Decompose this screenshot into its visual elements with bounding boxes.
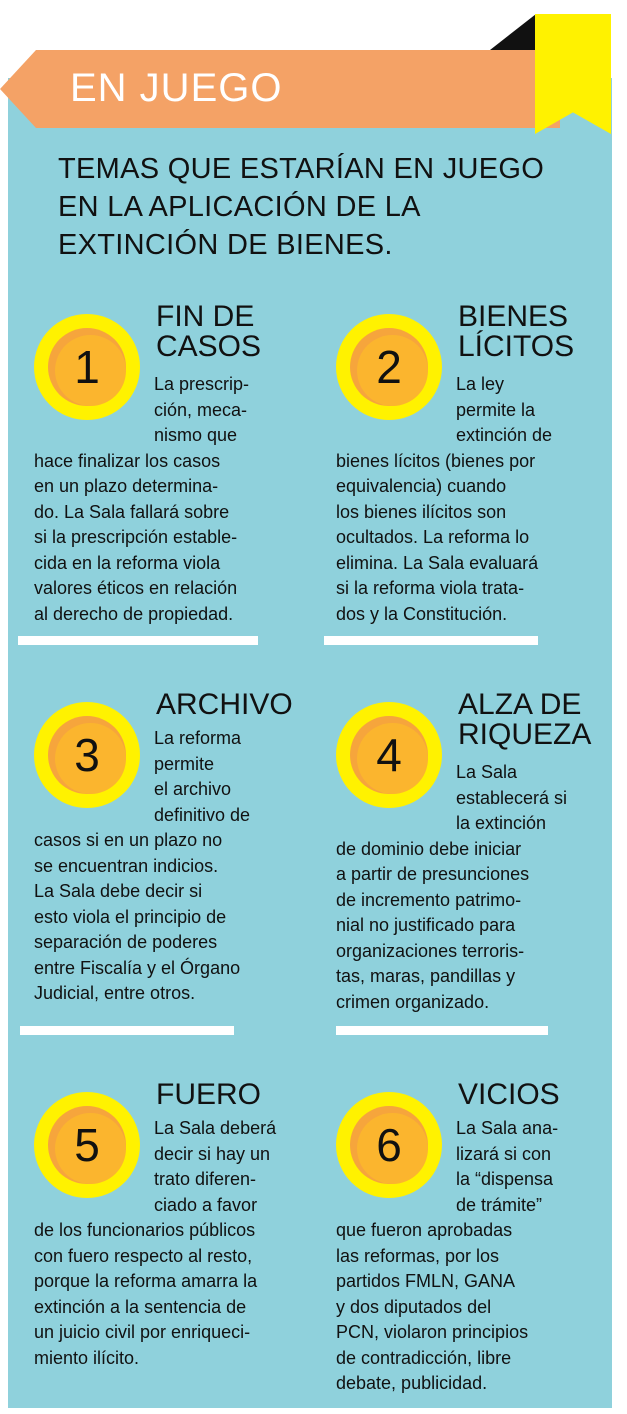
description-line: La Sala debe decir si (34, 881, 203, 901)
topic-description (336, 1116, 611, 1397)
topic-title (156, 302, 316, 362)
description-line: ción, meca- (154, 399, 248, 420)
description-line: permite la (456, 399, 536, 420)
description-line: de dominio debe iniciar (336, 838, 522, 859)
description-line: definitivo de (154, 804, 251, 825)
description-line: nismo que (154, 425, 238, 445)
topic-title (156, 1080, 316, 1110)
description-line: ciado a favor (154, 1194, 258, 1215)
description-line: La Sala (456, 762, 518, 782)
description-line: un juicio civil por enriqueci- (34, 1322, 251, 1342)
description-line: PCN, violaron principios (336, 1322, 529, 1342)
topic-title-line: CASOS (156, 330, 262, 363)
description-line: La reforma (154, 728, 242, 748)
banner-fold (490, 14, 536, 50)
description-line: si la reforma viola trata- (336, 578, 525, 598)
description-line: La ley (456, 374, 505, 394)
description-line: elimina. La Sala evaluará (336, 552, 539, 573)
description-line: La Sala ana- (456, 1118, 559, 1138)
description-line: tas, maras, pandillas y (336, 966, 516, 986)
description-line: y dos diputados del (336, 1296, 492, 1317)
description-line: si la prescripción estable- (34, 527, 238, 547)
description-line: crimen organizado. (336, 991, 490, 1012)
topic-title-line: VICIOS (458, 1078, 560, 1111)
description-line: do. La Sala fallará sobre (34, 501, 230, 522)
badge-number: 2 (376, 341, 402, 393)
description-line: que fueron aprobadas (336, 1220, 513, 1240)
topic-title (458, 302, 618, 362)
description-line: ocultados. La reforma lo (336, 527, 530, 547)
description-line: trato diferen- (154, 1169, 257, 1189)
badge-number: 4 (376, 729, 402, 781)
description-line: organizaciones terroris- (336, 940, 525, 961)
description-line: al derecho de propiedad. (34, 603, 234, 624)
topic-title-line: ALZA DE (458, 688, 582, 721)
description-line: bienes lícitos (bienes por (336, 450, 536, 471)
topic-description (34, 726, 309, 1007)
description-line: con fuero respecto al resto, (34, 1245, 253, 1266)
description-line: permite (154, 753, 215, 774)
topic-title (458, 1080, 618, 1110)
description-line: cida en la reforma viola (34, 552, 221, 573)
topic-title (156, 690, 316, 720)
divider (336, 1026, 548, 1035)
description-line: a partir de presunciones (336, 864, 530, 884)
description-line: la extinción (456, 813, 547, 833)
description-line: La Sala deberá (154, 1118, 277, 1138)
badge-number: 6 (376, 1119, 402, 1171)
topic-title-line: ARCHIVO (156, 688, 293, 721)
divider (20, 1026, 234, 1035)
topic-title-line: RIQUEZA (458, 718, 592, 751)
description-line: extinción de (456, 425, 553, 445)
topic-description (336, 760, 611, 1015)
description-line: esto viola el principio de (34, 906, 227, 927)
topic-title-line: LÍCITOS (458, 330, 575, 363)
description-line: la “dispensa (456, 1169, 554, 1189)
divider (18, 636, 258, 645)
topic-title-line: FIN DE (156, 300, 255, 333)
description-line: de incremento patrimo- (336, 889, 522, 910)
intro-heading: TEMAS QUE ESTARÍAN EN JUEGO EN LA APLICACIÓN DE LA EXTINCIÓN DE BIENES. (58, 153, 545, 261)
badge-number: 3 (74, 729, 100, 781)
description-line: casos si en un plazo no (34, 830, 223, 850)
description-line: debate, publicidad. (336, 1373, 488, 1393)
divider (324, 636, 538, 645)
description-line: los bienes ilícitos son (336, 501, 507, 522)
description-line: de trámite” (456, 1194, 543, 1215)
description-line: se encuentran indicios. (34, 855, 219, 876)
description-line: miento ilícito. (34, 1347, 140, 1368)
topic-title-line: BIENES (458, 300, 569, 333)
description-line: separación de poderes (34, 932, 218, 952)
description-line: nial no justificado para (336, 915, 516, 935)
description-line: Judicial, entre otros. (34, 983, 196, 1003)
description-line: decir si hay un (154, 1143, 271, 1164)
description-line: extinción a la sentencia de (34, 1296, 247, 1317)
description-line: porque la reforma amarra la (34, 1271, 258, 1291)
description-line: las reformas, por los (336, 1245, 500, 1266)
banner-title: EN JUEGO (70, 66, 283, 110)
description-line: entre Fiscalía y el Órgano (34, 957, 241, 978)
description-line: equivalencia) cuando (336, 476, 507, 496)
topic-description (34, 1116, 309, 1371)
description-line: valores éticos en relación (34, 578, 238, 598)
topic-title-line: FUERO (156, 1078, 261, 1111)
description-line: dos y la Constitución. (336, 603, 508, 624)
badge-number: 1 (74, 341, 100, 393)
description-line: el archivo (154, 779, 232, 799)
description-line: lizará si con (456, 1143, 552, 1164)
description-line: La prescrip- (154, 374, 250, 394)
topic-description (336, 372, 611, 627)
description-line: hace finalizar los casos (34, 450, 221, 471)
topic-description (34, 372, 309, 627)
badge-number: 5 (74, 1119, 100, 1171)
description-line: partidos FMLN, GANA (336, 1271, 516, 1291)
description-line: establecerá si (456, 787, 568, 808)
description-line: en un plazo determina- (34, 476, 219, 496)
description-line: de contradicción, libre (336, 1347, 512, 1368)
topic-title (458, 690, 618, 750)
description-line: de los funcionarios públicos (34, 1220, 256, 1240)
